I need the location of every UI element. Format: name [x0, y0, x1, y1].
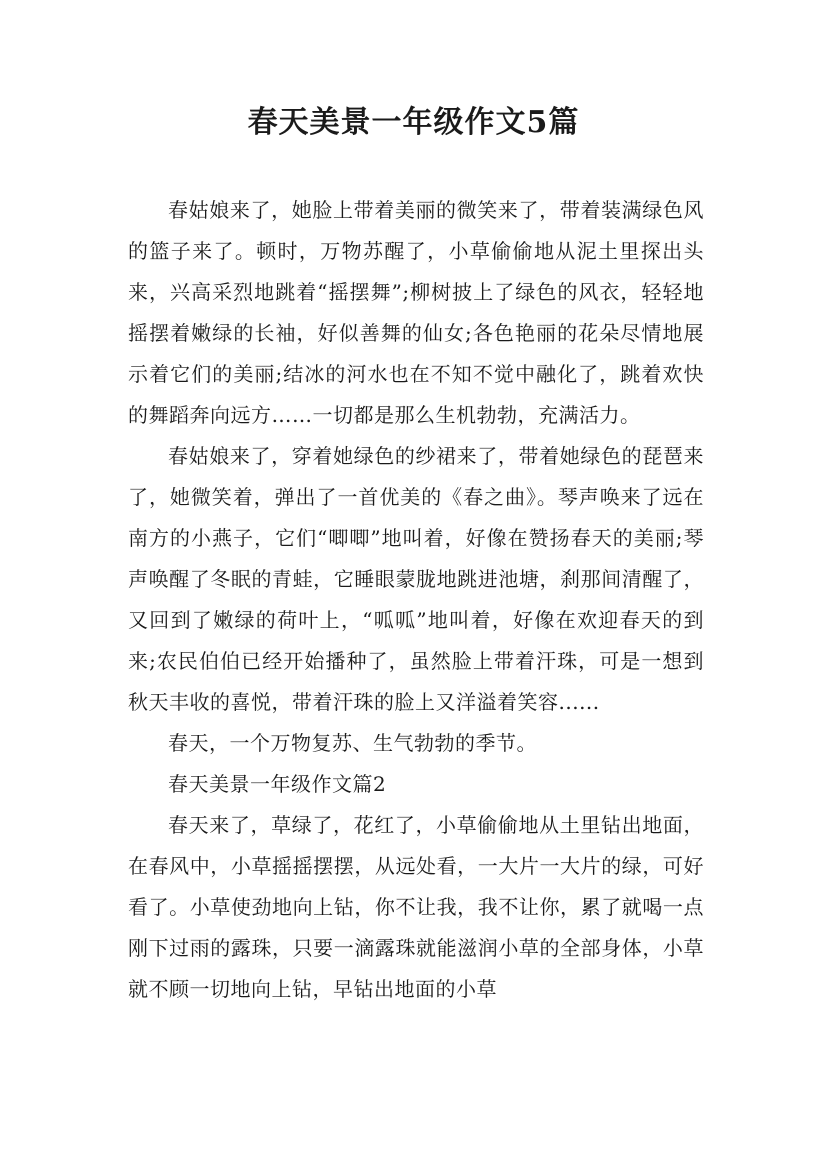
document-body — [128, 190, 704, 1010]
section-heading: 春天美景一年级作文篇2 — [168, 772, 387, 796]
paragraph-2: 春姑娘来了，穿着她绿色的纱裙来了，带着她绿色的琵琶来了，她微笑着，弹出了一首优美的《春之曲》。琴声唤来了远在南方的小燕子，它们“唧唧”地叫着，好像在赞扬春天的美丽;琴声唤醒了冬眠的青蛙，它睡眼蒙胧地跳进池塘，刹那间清醒了，又回到了嫩绿的荷叶上，“呱呱”地叫着，好像在欢迎春天的到来;农民伯伯已经开始播种了，虽然脸上带着汗珠，可是一想到秋天丰收的喜悦，带着汗珠的脸上又洋溢着笑容...... — [128, 444, 704, 714]
paragraph-4: 春天来了，草绿了，花红了，小草偷偷地从土里钻出地面，在春风中，小草摇摇摆摆，从远处看，一大片一大片的绿，可好看了。小草使劲地向上钻，你不让我，我不让你，累了就喝一点刚下过雨的露珠，只要一滴露珠就能滋润小草的全部身体，小草就不顾一切地向上钻，早钻出地面的小草 — [128, 813, 704, 1001]
paragraph-1: 春姑娘来了，她脸上带着美丽的微笑来了，带着装满绿色风的篮子来了。顿时，万物苏醒了，小草偷偷地从泥土里探出头来，兴高采烈地跳着“摇摆舞”;柳树披上了绿色的风衣，轻轻地摇摆着嫩绿的长袖，好似善舞的仙女;各色艳丽的花朵尽情地展示着它们的美丽;结冰的河水也在不知不觉中融化了，跳着欢快的舞蹈奔向远方……一切都是那么生机勃勃，充满活力。 — [128, 198, 704, 427]
paragraph-3: 春天，一个万物复苏、生气勃勃的季节。 — [168, 731, 537, 755]
document-title: 春天美景一年级作文5篇 — [247, 105, 580, 140]
